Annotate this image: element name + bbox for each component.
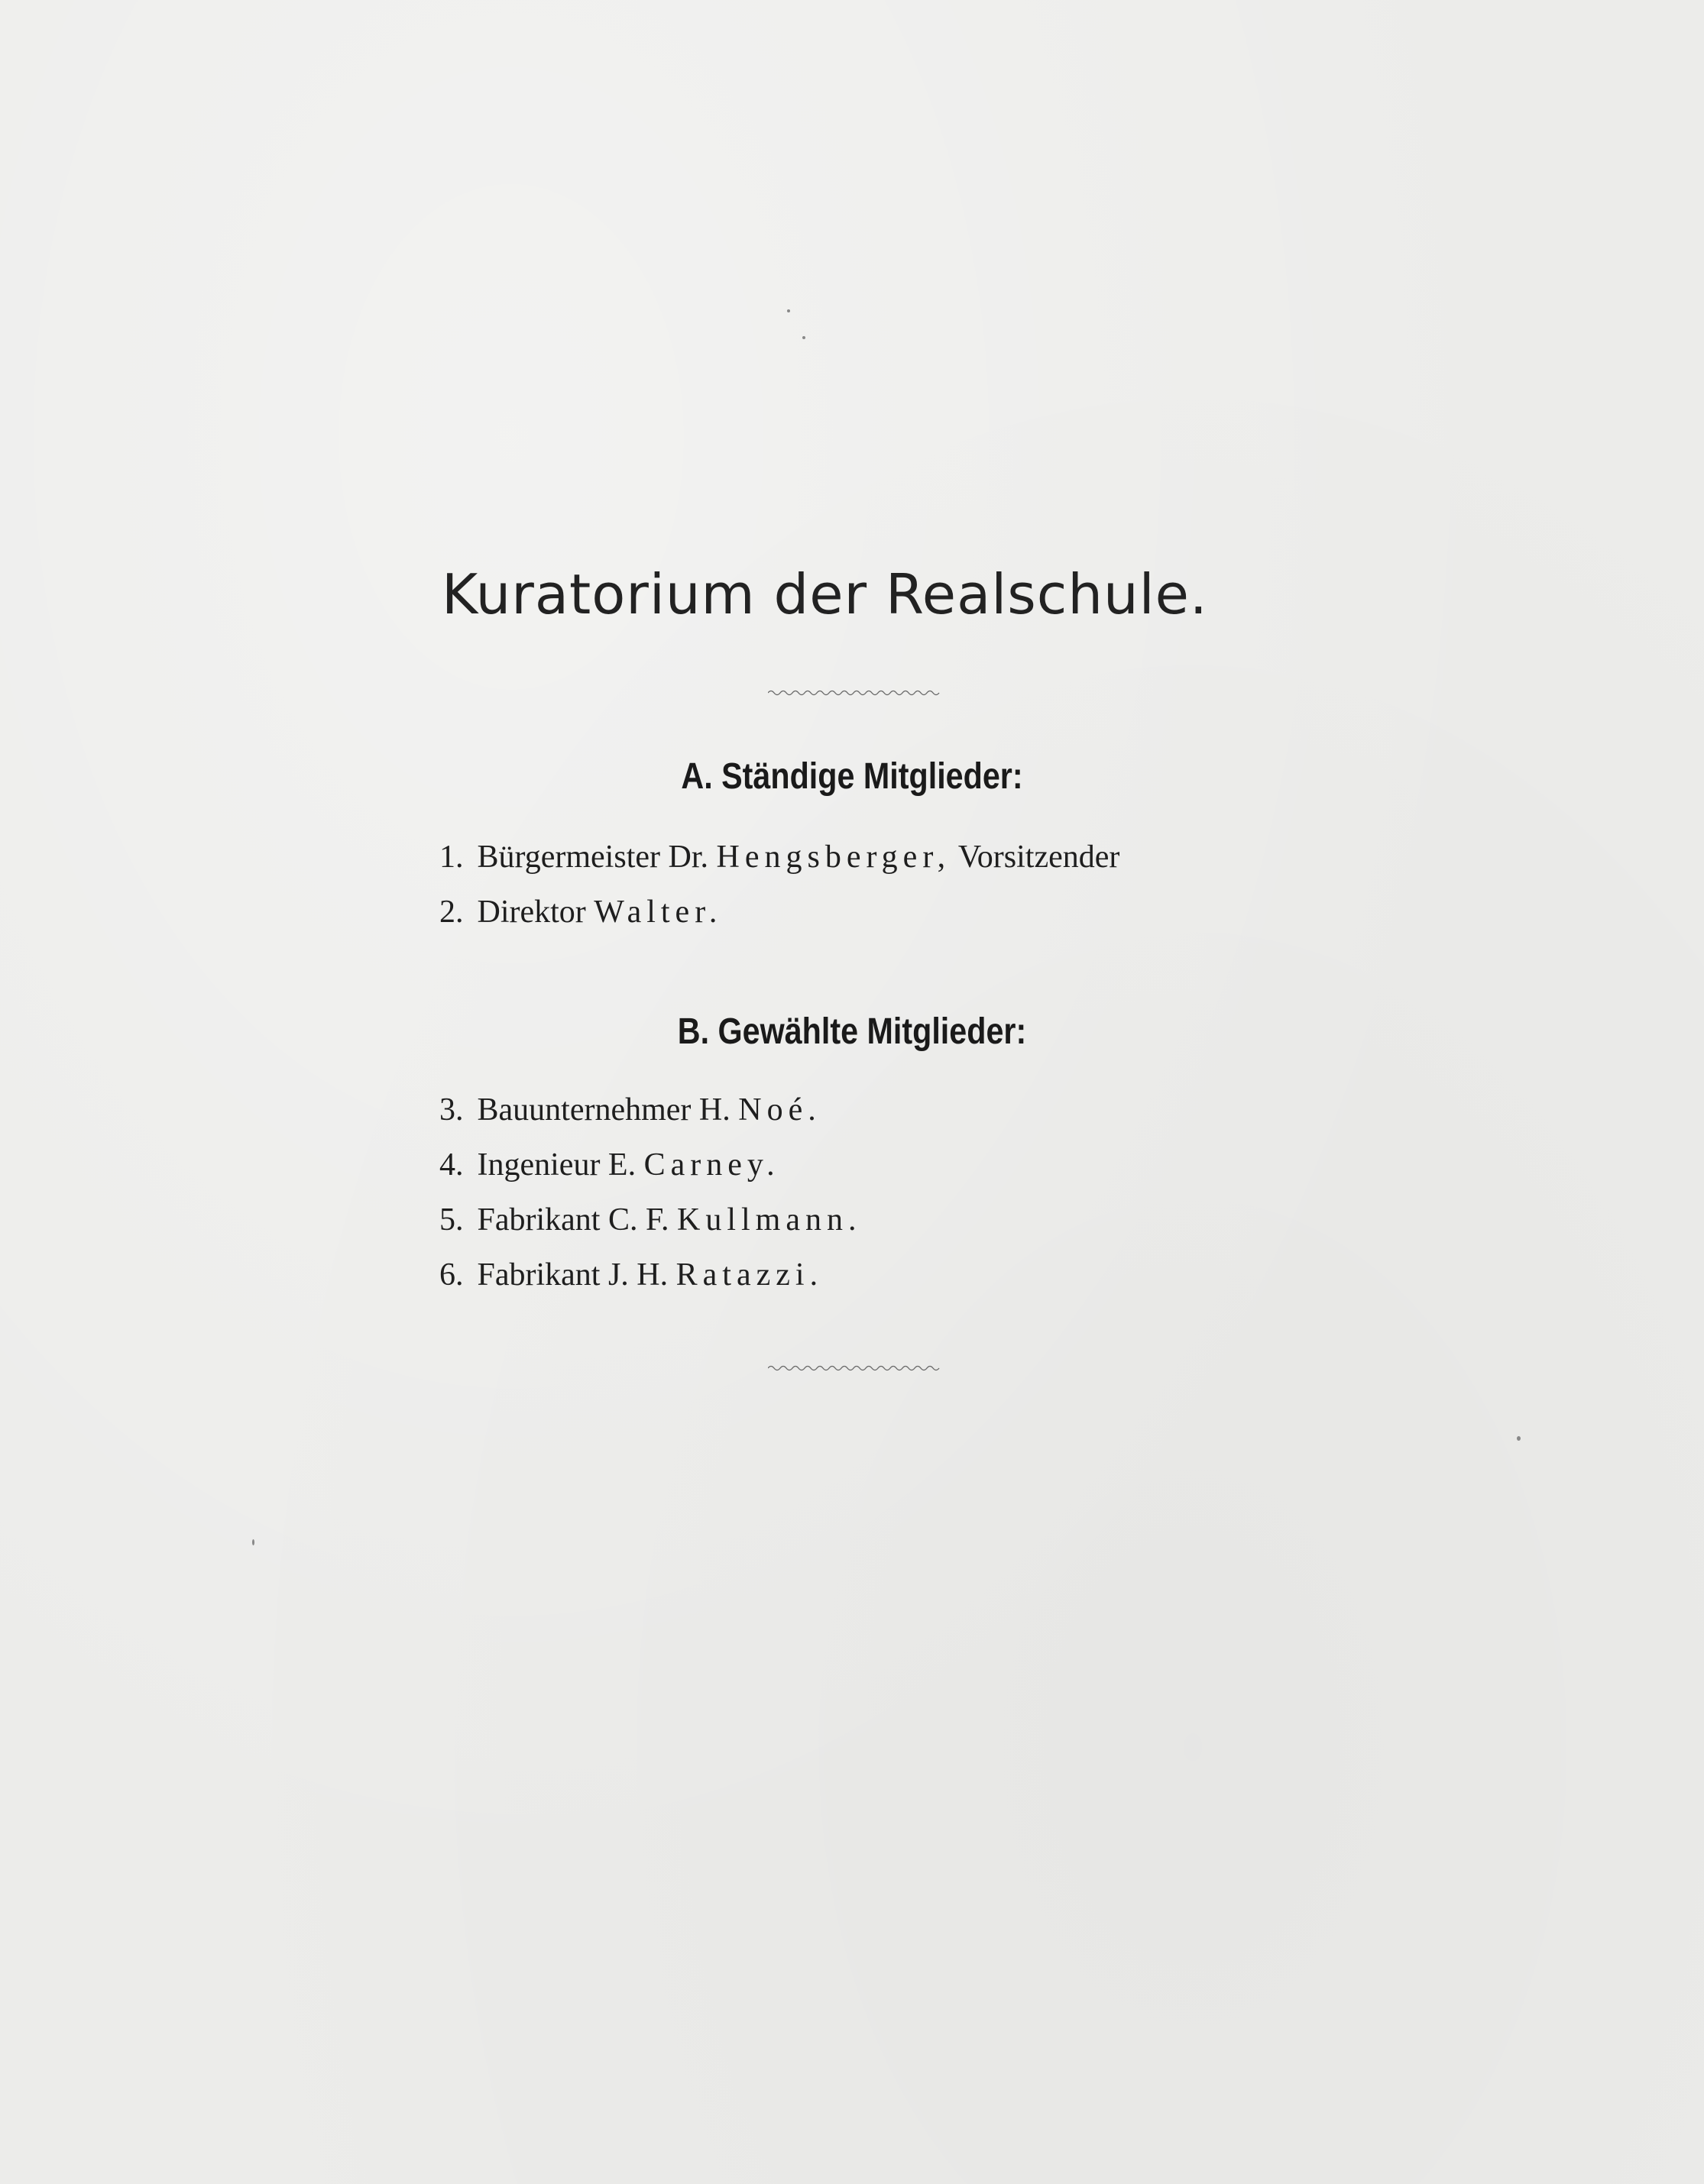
- item-name: Walter.: [594, 895, 723, 930]
- ornament-divider-bottom: [768, 1363, 940, 1373]
- item-name: Ratazzi.: [675, 1257, 824, 1293]
- item-number: 2.: [439, 895, 464, 930]
- page-title: Kuratorium der Realschule.: [442, 562, 1208, 626]
- item-number: 4.: [439, 1147, 464, 1183]
- list-item: [439, 1137, 861, 1192]
- item-role: Bauunternehmer H.: [477, 1092, 731, 1128]
- item-name: Noé.: [738, 1092, 821, 1128]
- paper-speck: [252, 1539, 254, 1545]
- list-item: [439, 885, 1119, 940]
- section-heading-elected-members: B. Gewählte Mitglieder:: [677, 1011, 1027, 1052]
- section-heading-permanent-members: A. Ständige Mitglieder:: [681, 756, 1023, 797]
- item-name: Hengsberger,: [716, 840, 951, 875]
- item-suffix: Vorsitzender: [957, 840, 1120, 875]
- item-role: Fabrikant C. F.: [477, 1202, 669, 1238]
- item-number: 6.: [439, 1257, 464, 1293]
- paper-speck: [802, 336, 805, 339]
- paper-speck: [1517, 1436, 1521, 1441]
- item-number: 1.: [439, 840, 464, 875]
- item-name: Kullmann.: [676, 1202, 862, 1238]
- list-item: [439, 1192, 861, 1247]
- item-name: Carney.: [643, 1147, 780, 1183]
- item-role: Direktor: [477, 895, 586, 930]
- item-role: Fabrikant J. H.: [477, 1257, 669, 1293]
- elected-members-list: [439, 1082, 861, 1302]
- list-item: [439, 830, 1119, 885]
- item-role: Bürgermeister Dr.: [477, 840, 708, 875]
- list-item: [439, 1247, 861, 1302]
- list-item: [439, 1082, 861, 1137]
- item-number: 5.: [439, 1202, 464, 1238]
- item-role: Ingenieur E.: [477, 1147, 637, 1183]
- paper-speck: [787, 309, 790, 312]
- ornament-divider-top: [768, 688, 940, 698]
- permanent-members-list: [439, 830, 1119, 940]
- item-number: 3.: [439, 1092, 464, 1128]
